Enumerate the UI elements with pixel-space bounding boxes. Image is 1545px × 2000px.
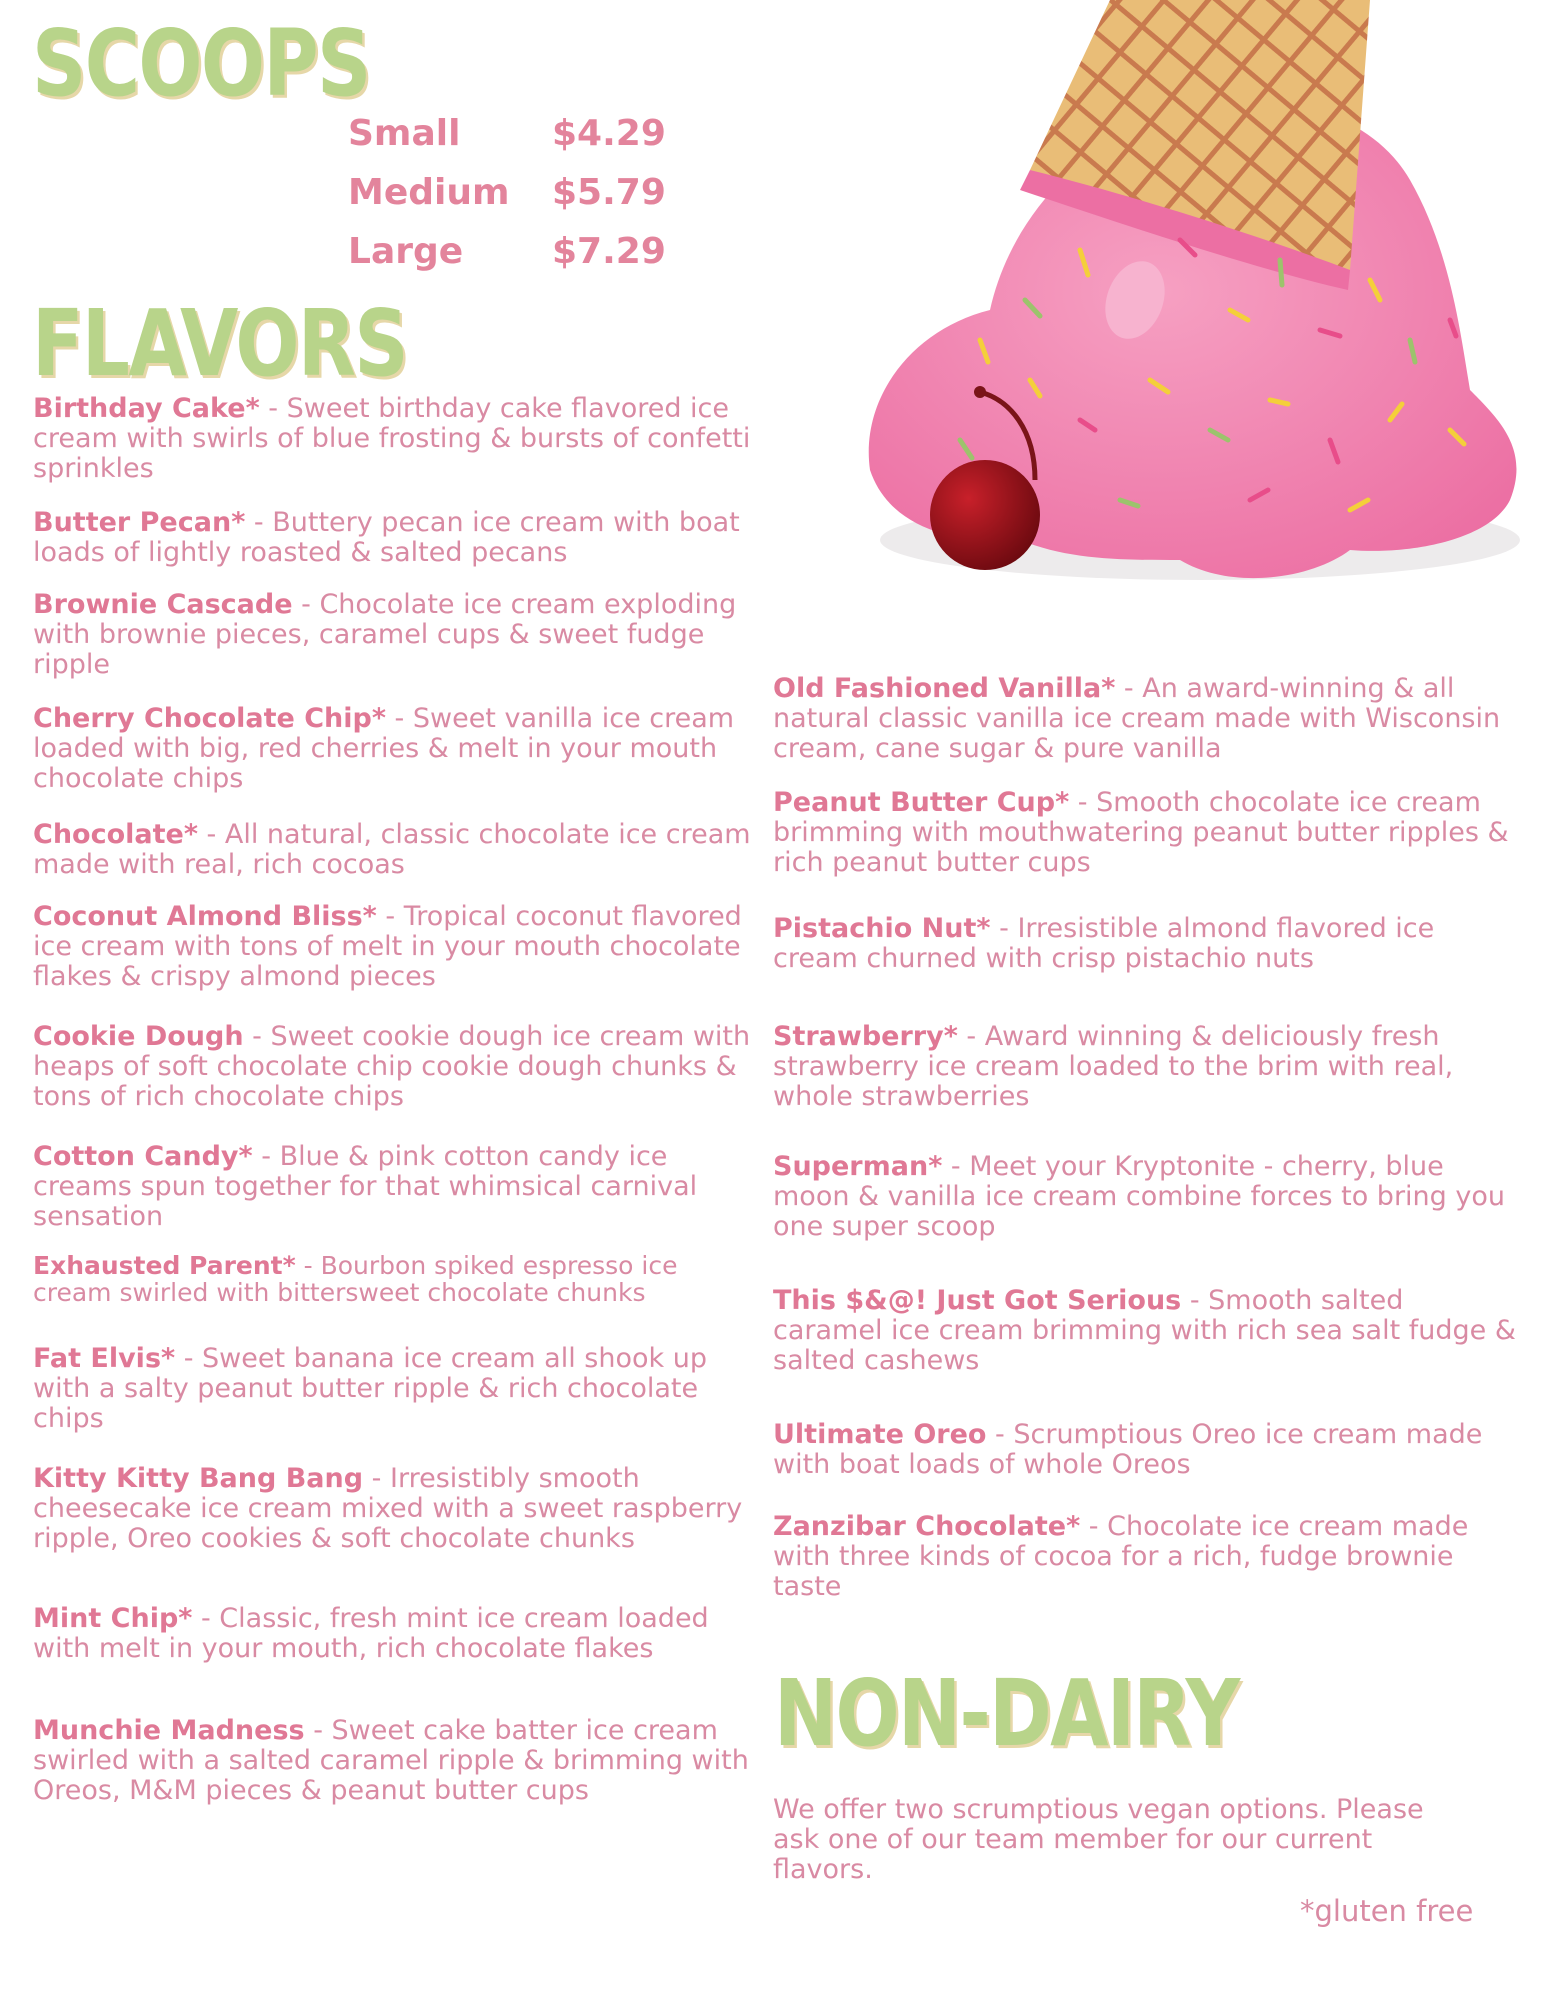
flavor-name: Superman* [773,1151,943,1182]
flavor-name: Brownie Cascade [33,589,293,620]
flavor-name: Mint Chip* [33,1603,193,1634]
flavor-name: Butter Pecan* [33,507,246,538]
flavor-name: Coconut Almond Bliss* [33,901,377,932]
flavor-description: - Smooth salted caramel ice cream brimming with rich sea salt fudge & salted cashews [773,1285,1516,1376]
flavor-item [33,394,753,484]
flavor-item [33,1142,753,1232]
flavor-name: Chocolate* [33,819,198,850]
flavor-item [773,1022,1518,1112]
flavor-name: Cherry Chocolate Chip* [33,703,386,734]
flavor-description: - An award-winning & all natural classic vanilla ice cream made with Wisconsin cream, cane sugar & pure vanilla [773,673,1501,764]
price-size: Small [348,113,461,154]
flavor-description: - Classic, fresh mint ice cream loaded with melt in your mouth, rich chocolate flakes [33,1603,709,1664]
flavor-item [33,1344,753,1434]
flavor-description: - Buttery pecan ice cream with boat loads of lightly roasted & salted pecans [33,507,740,568]
flavor-name: Fat Elvis* [33,1343,176,1374]
non-dairy-heading: NON-DAIRY [774,1660,1239,1767]
flavor-item [773,674,1518,764]
price-row-large [348,222,666,281]
flavor-name: This $&@! Just Got Serious [773,1285,1182,1316]
flavor-description: - Scrumptious Oreo ice cream made with boat loads of whole Oreos [773,1419,1483,1480]
flavor-item [33,820,753,880]
flavor-item [773,914,1518,974]
flavor-description: - Chocolate ice cream exploding with brownie pieces, caramel cups & sweet fudge ripple [33,589,737,680]
flavor-description: - Sweet cookie dough ice cream with heaps of soft chocolate chip cookie dough chunks & tons of rich chocolate chips [33,1021,751,1112]
flavor-item [773,1286,1518,1376]
price-row-small [348,104,666,163]
flavors-heading: FLAVORS [32,290,408,397]
price-value: $4.29 [552,113,666,154]
price-value: $5.79 [552,172,666,213]
flavor-description: - Irresistible almond flavored ice cream churned with crisp pistachio nuts [773,913,1435,974]
flavor-item [33,1604,753,1664]
flavor-item [773,1152,1518,1242]
flavor-description: - Smooth chocolate ice cream brimming with mouthwatering peanut butter ripples & rich peanut butter cups [773,787,1509,878]
flavor-name: Birthday Cake* [33,393,260,424]
flavor-name: Peanut Butter Cup* [773,787,1070,818]
price-row-medium [348,163,666,222]
flavor-item [33,508,753,568]
flavor-description: - Blue & pink cotton candy ice creams spun together for that whimsical carnival sensation [33,1141,698,1232]
flavor-name: Cotton Candy* [33,1141,253,1172]
scoop-price-table [348,104,666,281]
flavor-name: Strawberry* [773,1021,958,1052]
flavor-name: Munchie Madness [33,1715,305,1746]
flavor-item [33,590,753,680]
flavor-name: Zanzibar Chocolate* [773,1511,1081,1542]
flavor-item [773,1420,1518,1480]
price-size: Medium [348,172,510,213]
flavor-name: Old Fashioned Vanilla* [773,673,1116,704]
flavor-description: - Bourbon spiked espresso ice cream swirled with bittersweet chocolate chunks [33,1251,678,1307]
flavor-name: Pistachio Nut* [773,913,991,944]
flavor-description: - Meet your Kryptonite - cherry, blue moon & vanilla ice cream combine forces to bring you one super scoop [773,1151,1505,1242]
flavor-description: - Award winning & deliciously fresh strawberry ice cream loaded to the brim with real, whole strawberries [773,1021,1454,1112]
flavor-item [773,1512,1518,1602]
flavor-name: Cookie Dough [33,1021,244,1052]
flavor-description: - All natural, classic chocolate ice cream made with real, rich cocoas [33,819,751,880]
flavor-description: - Sweet birthday cake flavored ice cream with swirls of blue frosting & bursts of confetti sprinkles [33,393,751,484]
flavor-name: Exhausted Parent* [33,1251,296,1280]
ice-cream-cone-illustration [850,0,1540,620]
flavor-item [33,902,753,992]
flavor-item [33,704,753,794]
scoops-heading: SCOOPS [32,10,370,117]
non-dairy-description: We offer two scrumptious vegan options. Please ask one of our team member for our current flavors. [773,1794,1424,1885]
flavor-item [33,1252,753,1306]
price-value: $7.29 [552,231,666,272]
flavor-item [33,1464,753,1554]
flavor-description: - Sweet vanilla ice cream loaded with big, red cherries & melt in your mouth chocolate chips [33,703,735,794]
flavor-description: - Sweet banana ice cream all shook up with a salty peanut butter ripple & rich chocolate chips [33,1343,707,1434]
flavor-description: - Tropical coconut flavored ice cream with tons of melt in your mouth chocolate flakes & crispy almond pieces [33,901,742,992]
flavor-description: - Sweet cake batter ice cream swirled with a salted caramel ripple & brimming with Oreos, M&M pieces & peanut butter cups [33,1715,749,1806]
flavor-description: - Irresistibly smooth cheesecake ice cream mixed with a sweet raspberry ripple, Oreo cookies & soft chocolate chunks [33,1463,743,1554]
flavor-name: Kitty Kitty Bang Bang [33,1463,364,1494]
flavor-description: - Chocolate ice cream made with three kinds of cocoa for a rich, fudge brownie taste [773,1511,1469,1602]
flavor-name: Ultimate Oreo [773,1419,987,1450]
gluten-free-footnote: *gluten free [1300,1894,1474,1928]
price-size: Large [348,231,464,272]
flavor-item [33,1022,753,1112]
flavor-item [33,1716,753,1806]
flavor-item [773,788,1518,878]
